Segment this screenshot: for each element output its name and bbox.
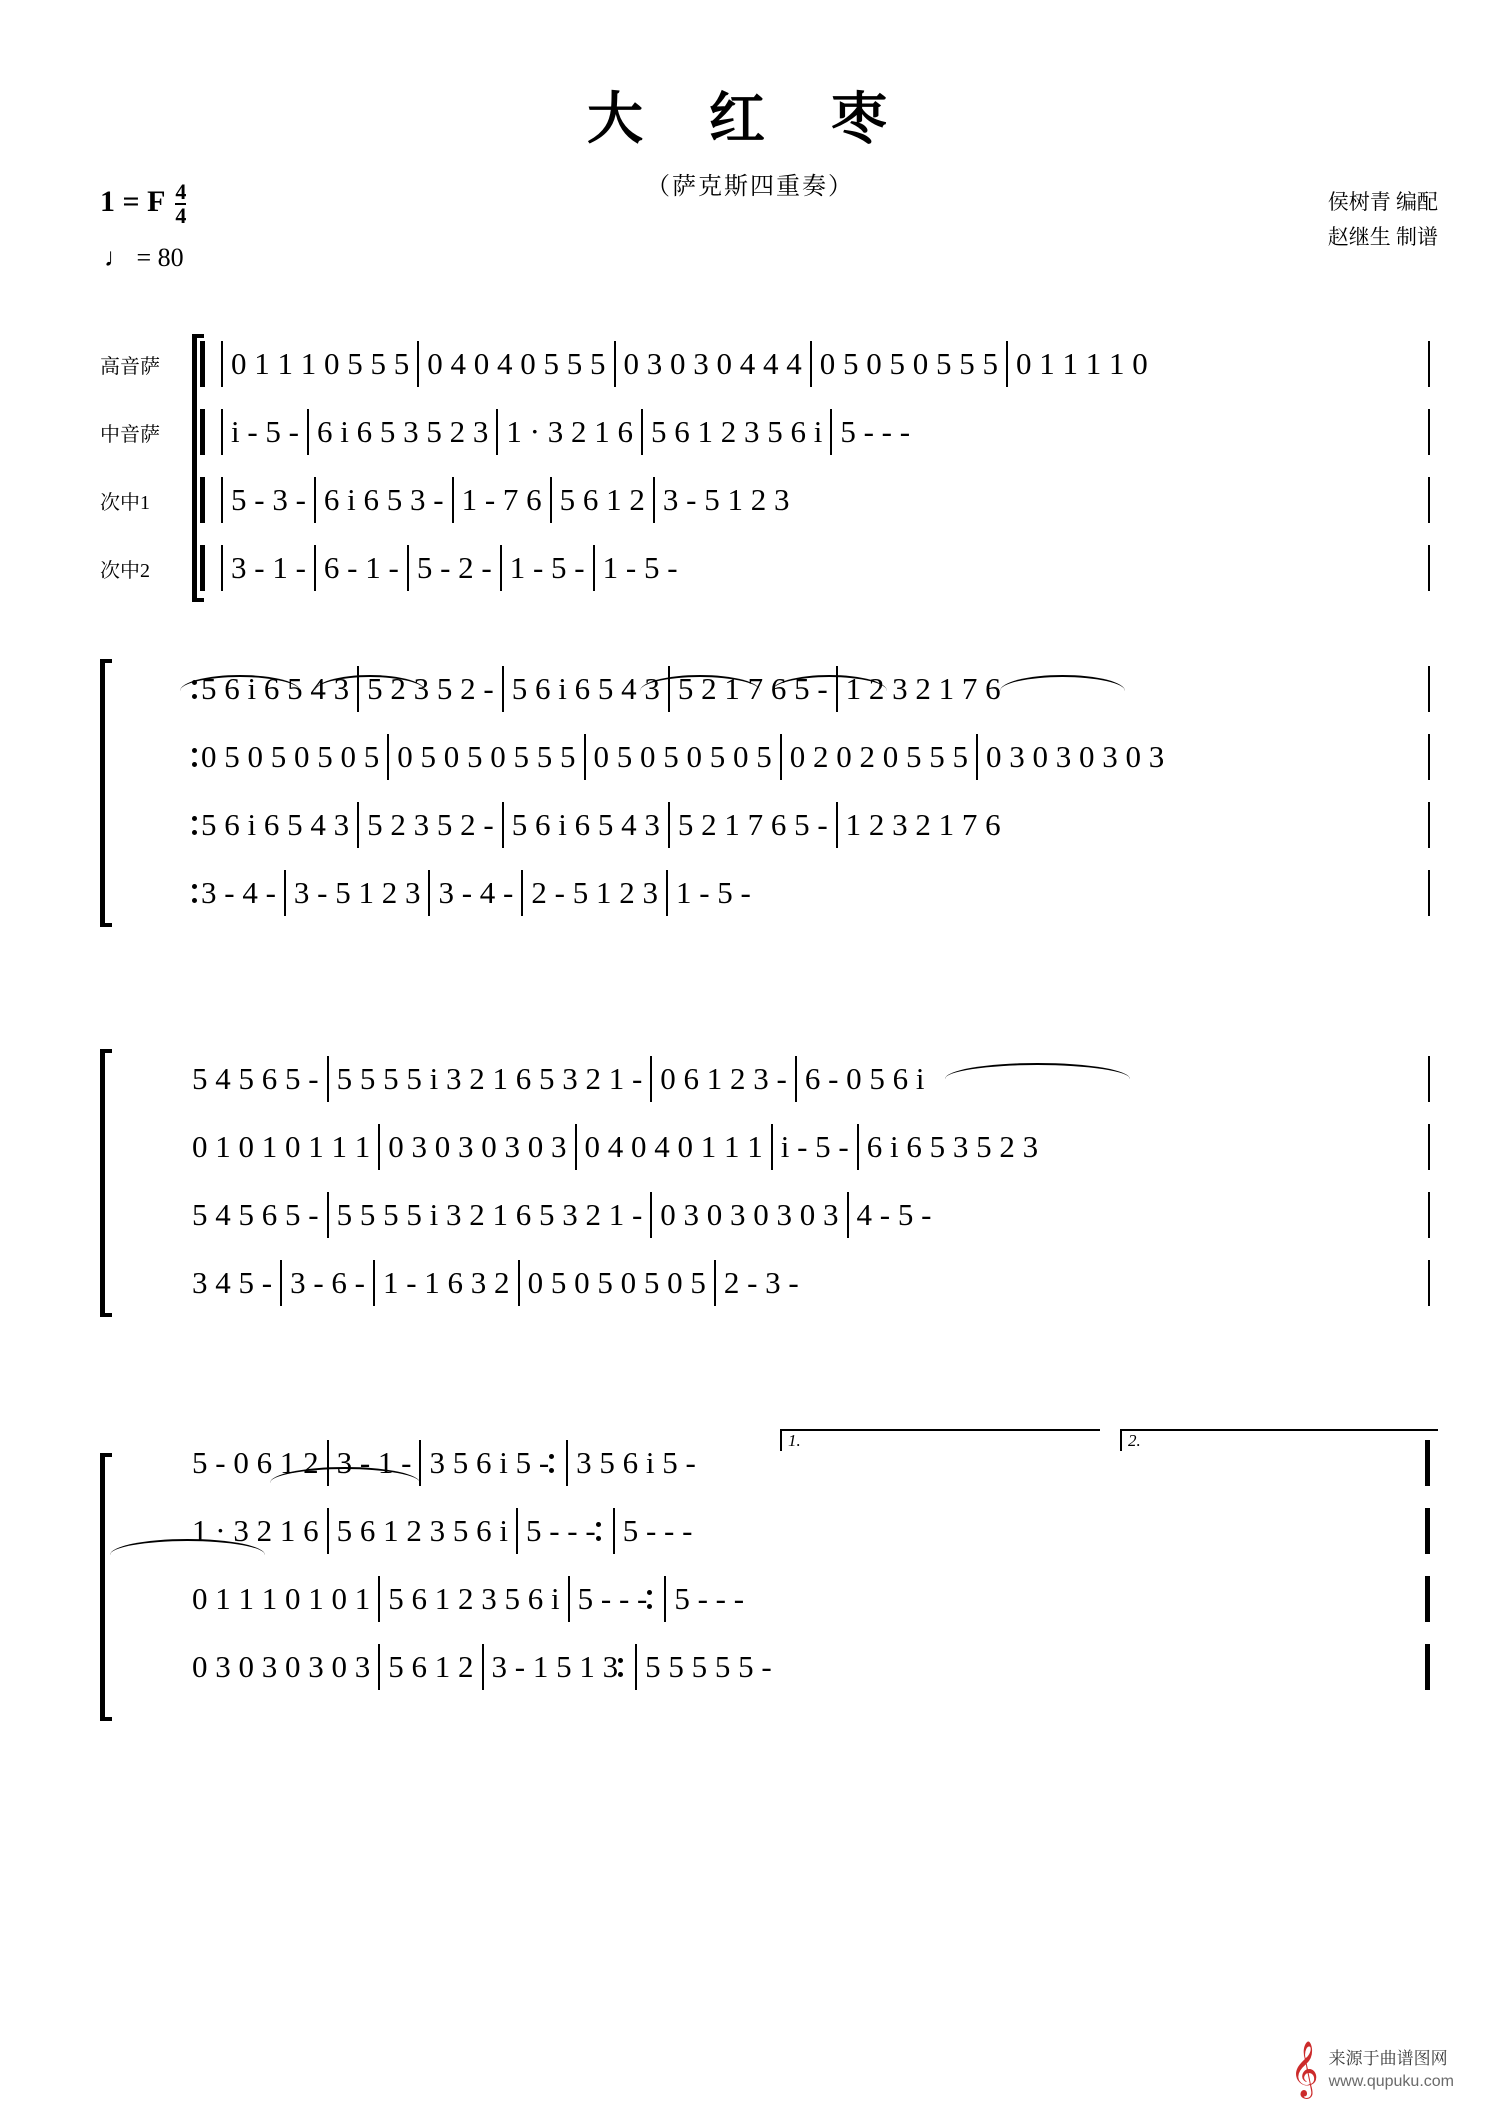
barline <box>314 477 316 523</box>
barline <box>327 1056 329 1102</box>
music-line-tenor1 <box>192 1192 1438 1238</box>
measure: 1 - 7 6 <box>461 482 542 517</box>
measure: 5 6 1 2 3 5 6 i <box>650 414 823 449</box>
barline-final <box>1425 1508 1430 1554</box>
barline <box>378 1576 380 1622</box>
barline <box>836 666 838 712</box>
credit-line-2: 赵继生 制谱 <box>1327 224 1438 249</box>
barline-end <box>1428 1260 1430 1306</box>
barline <box>280 1260 282 1306</box>
system-1 <box>0 330 1500 602</box>
measure: 5 - - - <box>674 1581 745 1616</box>
barline <box>221 341 223 387</box>
barline <box>810 341 812 387</box>
barline <box>502 666 504 712</box>
measure: 0 2 0 2 0 5 5 5 <box>789 739 968 774</box>
barline <box>407 545 409 591</box>
staff-row-alto <box>100 398 1438 466</box>
barline <box>516 1508 518 1554</box>
barline-end <box>1428 1056 1430 1102</box>
measure: 0 6 1 2 3 - <box>660 1061 787 1096</box>
measure: 5 6 1 2 <box>388 1649 474 1684</box>
measure: i - 5 - <box>231 414 300 449</box>
barline <box>668 666 670 712</box>
measure: 5 - - - <box>622 1513 693 1548</box>
barline-end <box>1428 870 1430 916</box>
measure: 5 5 5 5 5 - <box>645 1649 772 1684</box>
measure: 0 5 0 5 0 5 0 5 <box>527 1265 706 1300</box>
barline-start <box>200 545 205 591</box>
measure: 6 - 1 - <box>323 550 399 585</box>
measure: 3 - 1 - <box>336 1445 412 1480</box>
measure: 1 2 3 2 1 7 6 <box>845 671 1001 706</box>
first-ending-label: 1. <box>788 1431 801 1450</box>
measure: 3 - 5 1 2 3 <box>662 482 790 517</box>
measure: 5 5 5 5 i 3 2 1 6 5 3 2 1 - <box>336 1197 643 1232</box>
barline <box>307 409 309 455</box>
measure: 5 6 i 6 5 4 3 <box>201 807 350 842</box>
measure: 3 4 5 - <box>192 1265 273 1300</box>
barline <box>857 1124 859 1170</box>
treble-clef-icon: 𝄞 <box>1290 2043 1319 2096</box>
credits <box>1328 185 1438 254</box>
measure: 0 4 0 4 0 1 1 1 <box>584 1129 763 1164</box>
watermark-line-1: 来源于曲谱图网 <box>1328 2048 1448 2068</box>
staff-row-tenor1 <box>100 1181 1438 1249</box>
barline <box>635 1644 637 1690</box>
staff-row-soprano <box>100 330 1438 398</box>
measure: 0 5 0 5 0 5 5 5 <box>819 346 998 381</box>
barline <box>830 409 832 455</box>
measure: 5 2 1 7 6 5 - <box>677 671 828 706</box>
measure: 5 - - - <box>525 1513 596 1548</box>
measure: 5 6 i 6 5 4 3 <box>511 807 660 842</box>
barline-end <box>1428 734 1430 780</box>
measure: 1 - 5 - <box>602 550 678 585</box>
measure: 4 - 5 - <box>856 1197 932 1232</box>
watermark-text <box>1329 2048 1454 2093</box>
barline <box>327 1192 329 1238</box>
staff-row-tenor2 <box>100 534 1438 602</box>
watermark <box>1290 2043 1454 2096</box>
credit-line-1: 侯树青 编配 <box>1327 190 1438 214</box>
barline <box>221 545 223 591</box>
system-2 <box>0 655 1500 927</box>
measure: 5 6 i 6 5 4 3 <box>511 671 660 706</box>
barline <box>614 341 616 387</box>
barline-start <box>200 341 205 387</box>
measure: 5 4 5 6 5 - <box>192 1197 319 1232</box>
barline <box>357 666 359 712</box>
measure: 5 6 1 2 3 5 6 i <box>388 1581 560 1616</box>
barline <box>284 870 286 916</box>
barline <box>795 1056 797 1102</box>
music-line-tenor1 <box>192 802 1438 848</box>
repeat-end-dots <box>549 1454 554 1473</box>
measure: 5 - 0 6 1 2 <box>192 1445 319 1480</box>
barline <box>387 734 389 780</box>
barline <box>496 409 498 455</box>
staff-row-tenor1 <box>100 466 1438 534</box>
barline <box>836 802 838 848</box>
barline-end <box>1428 545 1430 591</box>
measure: 1 - 5 - <box>675 875 751 910</box>
staff-row-tenor1 <box>100 791 1438 859</box>
barline <box>650 1192 652 1238</box>
key-signature: 1 = F <box>100 185 166 218</box>
measure: 5 5 5 5 i 3 2 1 6 5 3 2 1 - <box>336 1061 643 1096</box>
staff-row-tenor2 <box>100 1249 1438 1317</box>
measure: 0 3 0 3 0 4 4 4 <box>623 346 802 381</box>
measure: 1 - 5 - <box>509 550 585 585</box>
repeat-start-dots <box>192 680 197 699</box>
measure: 5 - 2 - <box>416 550 492 585</box>
staff-row-soprano <box>100 655 1438 723</box>
staff-row-alto <box>100 1497 1438 1565</box>
barline <box>502 802 504 848</box>
barline <box>664 1576 666 1622</box>
measure: 5 2 3 5 2 - <box>367 671 494 706</box>
measure: 0 1 1 1 1 0 <box>1016 346 1148 381</box>
barline <box>357 802 359 848</box>
barline-end <box>1428 409 1430 455</box>
barline <box>641 409 643 455</box>
barline <box>221 477 223 523</box>
tempo-marking <box>104 243 186 273</box>
music-line-alto <box>192 1508 1438 1554</box>
barline <box>653 477 655 523</box>
barline-end <box>1428 666 1430 712</box>
barline <box>419 1440 421 1486</box>
measure: 0 5 0 5 0 5 0 5 <box>593 739 772 774</box>
music-line-soprano <box>192 1440 1438 1486</box>
measure: 5 6 1 2 3 5 6 i <box>336 1513 508 1548</box>
measure: 5 - - - <box>840 414 911 449</box>
measure: 1 - 1 6 3 2 <box>382 1265 510 1300</box>
barline <box>584 734 586 780</box>
time-signature-numerator: 4 <box>175 179 187 204</box>
repeat-end-dots <box>618 1658 623 1677</box>
staff-row-tenor1 <box>100 1565 1438 1633</box>
barline <box>650 1056 652 1102</box>
measure: 5 - - - <box>577 1581 648 1616</box>
measure: 6 i 6 5 3 5 2 3 <box>317 414 489 449</box>
measure: 6 i 6 5 3 5 2 3 <box>866 1129 1039 1164</box>
music-line-soprano <box>192 666 1438 712</box>
time-signature-denominator: 4 <box>175 203 187 228</box>
music-line-tenor2 <box>192 870 1438 916</box>
staff-row-tenor2 <box>100 859 1438 927</box>
music-line-tenor2 <box>192 1644 1438 1690</box>
music-line-alto <box>192 409 1438 455</box>
measure: 6 - 0 5 6 i <box>804 1061 925 1096</box>
barline <box>847 1192 849 1238</box>
system-3 <box>0 1045 1500 1317</box>
measure: 3 - 6 - <box>290 1265 365 1300</box>
system-4 <box>0 1405 1500 1701</box>
measure: 0 5 0 5 0 5 0 5 <box>201 739 380 774</box>
measure: 3 - 4 - <box>438 875 514 910</box>
barline-final <box>1425 1576 1430 1622</box>
barline <box>666 870 668 916</box>
barline <box>417 341 419 387</box>
watermark-line-2: www.qupuku.com <box>1328 2072 1454 2090</box>
part-label-tenor1: 次中1 <box>100 491 150 514</box>
measure: 0 1 0 1 0 1 1 1 <box>192 1129 371 1164</box>
barline <box>327 1508 329 1554</box>
part-label-tenor2: 次中2 <box>100 559 150 582</box>
part-label-alto: 中音萨 <box>100 423 160 446</box>
measure: 5 - 3 - <box>231 482 306 517</box>
barline <box>668 802 670 848</box>
barline <box>566 1440 568 1486</box>
barline <box>378 1124 380 1170</box>
measure: 3 - 4 - <box>201 875 276 910</box>
tempo-value: = 80 <box>136 243 184 272</box>
barline <box>500 545 502 591</box>
music-line-tenor1 <box>192 1576 1438 1622</box>
measure: 1 2 3 2 1 7 6 <box>845 807 1001 842</box>
barline <box>428 870 430 916</box>
barline <box>771 1124 773 1170</box>
music-line-tenor1 <box>192 477 1438 523</box>
barline <box>221 409 223 455</box>
measure: 3 5 6 i 5 - <box>576 1445 696 1480</box>
barline <box>976 734 978 780</box>
measure: 0 4 0 4 0 5 5 5 <box>427 346 606 381</box>
repeat-start-dots <box>192 884 197 903</box>
measure: 3 5 6 i 5 - <box>429 1445 550 1480</box>
measure: 1 · 3 2 1 6 <box>506 414 633 449</box>
second-ending-label: 2. <box>1128 1431 1141 1450</box>
music-line-alto <box>192 1124 1438 1170</box>
measure: 0 3 0 3 0 3 0 3 <box>660 1197 839 1232</box>
barline <box>613 1508 615 1554</box>
barline-final <box>1425 1440 1430 1486</box>
barline <box>714 1260 716 1306</box>
repeat-start-dots <box>192 816 197 835</box>
barline <box>378 1644 380 1690</box>
barline <box>550 477 552 523</box>
repeat-start-dots <box>192 748 197 767</box>
barline-start <box>200 409 205 455</box>
measure: 5 4 5 6 5 - <box>192 1061 319 1096</box>
measure: 3 - 5 1 2 3 <box>293 875 421 910</box>
barline-final <box>1425 1644 1430 1690</box>
measure: 2 - 5 1 2 3 <box>531 875 658 910</box>
time-signature <box>175 181 186 227</box>
barline <box>780 734 782 780</box>
barline <box>575 1124 577 1170</box>
page-title: 大 红 枣 <box>587 89 913 151</box>
measure: 6 i 6 5 3 - <box>323 482 444 517</box>
staff-row-alto <box>100 723 1438 791</box>
barline <box>452 477 454 523</box>
music-line-tenor2 <box>192 545 1438 591</box>
barline <box>1006 341 1008 387</box>
barline <box>568 1576 570 1622</box>
barline-end <box>1428 1192 1430 1238</box>
measure: 2 - 3 - <box>723 1265 799 1300</box>
measure: 1 · 3 2 1 6 <box>192 1513 319 1548</box>
measure: 5 2 1 7 6 5 - <box>677 807 828 842</box>
barline <box>593 545 595 591</box>
repeat-end-dots <box>596 1522 601 1541</box>
barline <box>521 870 523 916</box>
barline-end <box>1428 341 1430 387</box>
measure: 0 3 0 3 0 3 0 3 <box>192 1649 371 1684</box>
music-line-soprano <box>192 1056 1438 1102</box>
music-line-alto <box>192 734 1438 780</box>
measure: 0 1 1 1 0 1 0 1 <box>192 1581 371 1616</box>
barline <box>314 545 316 591</box>
staff-row-soprano <box>100 1045 1438 1113</box>
measure: 5 6 1 2 <box>559 482 645 517</box>
barline-start <box>200 477 205 523</box>
staff-row-alto <box>100 1113 1438 1181</box>
measure: 0 1 1 1 0 5 5 5 <box>231 346 410 381</box>
measure: 5 2 3 5 2 - <box>367 807 494 842</box>
subtitle: （萨克斯四重奏） <box>646 173 854 200</box>
staff-row-tenor2 <box>100 1633 1438 1701</box>
measure: 5 6 i 6 5 4 3 <box>201 671 350 706</box>
barline-end <box>1428 802 1430 848</box>
measure: 3 - 1 - <box>231 550 306 585</box>
barline-end <box>1428 1124 1430 1170</box>
barline <box>482 1644 484 1690</box>
barline-end <box>1428 477 1430 523</box>
barline <box>327 1440 329 1486</box>
repeat-end-dots <box>647 1590 652 1609</box>
part-label-soprano: 高音萨 <box>100 355 160 378</box>
barline <box>373 1260 375 1306</box>
quarter-note-icon: ♩ <box>104 243 130 272</box>
measure: 3 - 1 5 1 3 <box>491 1649 619 1684</box>
staff-row-soprano <box>100 1429 1438 1497</box>
measure: 0 3 0 3 0 3 0 3 <box>986 739 1165 774</box>
music-line-soprano <box>192 341 1438 387</box>
measure: 0 3 0 3 0 3 0 3 <box>388 1129 567 1164</box>
barline <box>518 1260 520 1306</box>
measure: i - 5 - <box>780 1129 849 1164</box>
music-line-tenor2 <box>192 1260 1438 1306</box>
measure: 0 5 0 5 0 5 5 5 <box>397 739 576 774</box>
key-and-tempo-block <box>100 179 187 273</box>
